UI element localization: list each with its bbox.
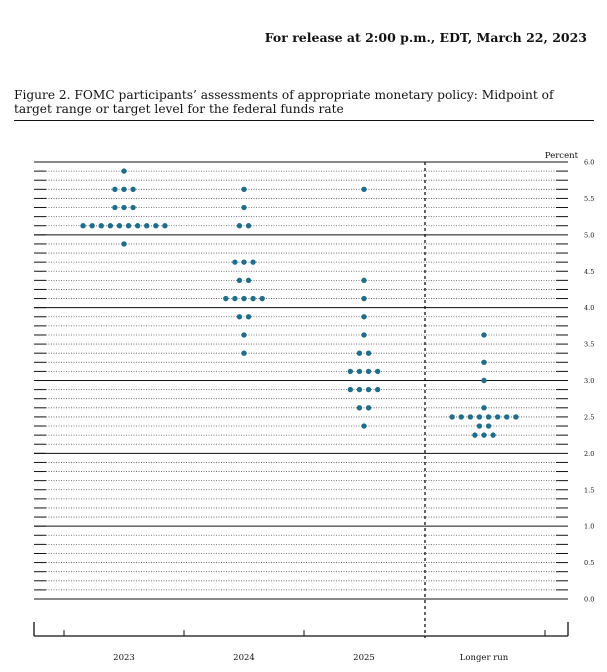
dot bbox=[121, 241, 126, 246]
dot bbox=[366, 387, 371, 392]
x-tick-label: 2025 bbox=[353, 653, 375, 663]
dot bbox=[366, 405, 371, 410]
y-tick-labels bbox=[584, 159, 594, 604]
dot bbox=[361, 314, 366, 319]
dot bbox=[481, 332, 486, 337]
dots bbox=[80, 168, 518, 437]
dot bbox=[135, 223, 140, 228]
dot bbox=[241, 296, 246, 301]
y-tick-label: 3.0 bbox=[584, 377, 595, 385]
x-tick-label: 2023 bbox=[113, 653, 135, 663]
dot bbox=[481, 432, 486, 437]
dot bbox=[130, 205, 135, 210]
dot bbox=[99, 223, 104, 228]
dot bbox=[241, 350, 246, 355]
y-tick-label: 3.5 bbox=[584, 340, 595, 349]
y-tick-label: 1.5 bbox=[584, 486, 595, 495]
dot bbox=[89, 223, 94, 228]
dot bbox=[112, 187, 117, 192]
dot bbox=[481, 405, 486, 410]
y-tick-label: 5.5 bbox=[584, 194, 595, 203]
dot bbox=[237, 223, 242, 228]
dot bbox=[241, 187, 246, 192]
dot bbox=[361, 332, 366, 337]
dot bbox=[223, 296, 228, 301]
dot bbox=[348, 369, 353, 374]
x-tick-labels bbox=[113, 653, 509, 663]
dot bbox=[366, 350, 371, 355]
dot bbox=[80, 223, 85, 228]
y-tick-label: 1.0 bbox=[584, 522, 595, 531]
dot bbox=[361, 187, 366, 192]
y-tick-label: 4.5 bbox=[584, 267, 595, 276]
dot bbox=[361, 296, 366, 301]
dot bbox=[250, 259, 255, 264]
dot bbox=[121, 187, 126, 192]
dot bbox=[162, 223, 167, 228]
dot bbox=[241, 259, 246, 264]
dot bbox=[357, 405, 362, 410]
dot bbox=[153, 223, 158, 228]
x-tick-label: Longer run bbox=[459, 653, 509, 663]
dot bbox=[241, 332, 246, 337]
x-axis bbox=[34, 622, 568, 636]
dot bbox=[477, 414, 482, 419]
dot bbox=[121, 168, 126, 173]
release-notice: For release at 2:00 p.m., EDT, March 22, 2023 bbox=[264, 30, 587, 45]
dot bbox=[130, 187, 135, 192]
y-tick-label: 2.5 bbox=[584, 413, 595, 422]
dot bbox=[250, 296, 255, 301]
dot bbox=[459, 414, 464, 419]
y-tick-label: 6.0 bbox=[584, 158, 595, 167]
dot bbox=[495, 414, 500, 419]
x-tick-label: 2024 bbox=[233, 653, 255, 663]
dot bbox=[232, 296, 237, 301]
dot bbox=[117, 223, 122, 228]
dot bbox=[486, 414, 491, 419]
figure-caption: Figure 2. FOMC participants’ assessments of appropriate monetary policy: Midpoint of target range or target level for the federal funds rate bbox=[14, 88, 554, 116]
dot bbox=[486, 423, 491, 428]
dot bbox=[490, 432, 495, 437]
dot bbox=[357, 369, 362, 374]
dot bbox=[112, 205, 117, 210]
dot bbox=[357, 350, 362, 355]
dot bbox=[121, 205, 126, 210]
dot bbox=[504, 414, 509, 419]
dot bbox=[375, 369, 380, 374]
dot bbox=[246, 223, 251, 228]
dot bbox=[481, 360, 486, 365]
y-tick-label: 5.0 bbox=[584, 231, 595, 240]
dot bbox=[144, 223, 149, 228]
gridlines bbox=[34, 162, 568, 599]
y-axis-label: Percent bbox=[544, 151, 578, 161]
dot bbox=[375, 387, 380, 392]
y-tick-label: 0.5 bbox=[584, 559, 595, 568]
dot bbox=[357, 387, 362, 392]
dot bbox=[246, 278, 251, 283]
dot bbox=[481, 378, 486, 383]
dot bbox=[237, 278, 242, 283]
y-tick-label: 4.0 bbox=[584, 304, 595, 313]
dot bbox=[361, 423, 366, 428]
dot bbox=[468, 414, 473, 419]
dot bbox=[366, 369, 371, 374]
dot bbox=[108, 223, 113, 228]
dot bbox=[232, 259, 237, 264]
dot bbox=[126, 223, 131, 228]
y-tick-label: 2.0 bbox=[584, 449, 595, 458]
dot bbox=[361, 278, 366, 283]
y-tick-label: 0.0 bbox=[584, 595, 595, 604]
dot bbox=[260, 296, 265, 301]
dot bbox=[246, 314, 251, 319]
dot bbox=[237, 314, 242, 319]
dot bbox=[241, 205, 246, 210]
dot bbox=[513, 414, 518, 419]
dot bbox=[348, 387, 353, 392]
dot bbox=[449, 414, 454, 419]
dot bbox=[472, 432, 477, 437]
dot bbox=[477, 423, 482, 428]
